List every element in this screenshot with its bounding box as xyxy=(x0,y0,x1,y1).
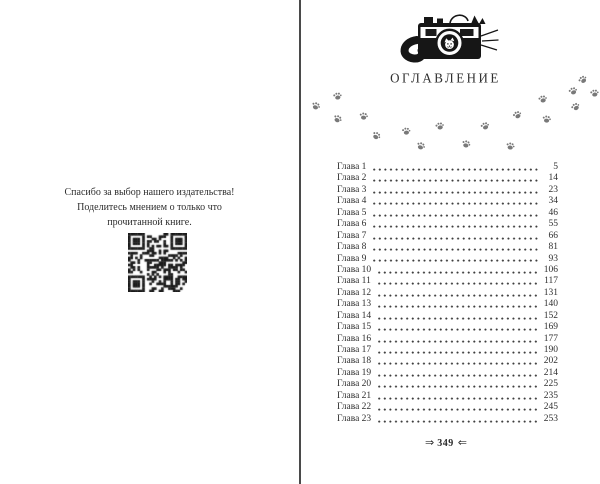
qr-code xyxy=(128,233,187,292)
table-of-contents xyxy=(337,162,558,425)
dot-leader xyxy=(378,362,538,365)
paw-print-icon xyxy=(371,126,385,140)
toc-row xyxy=(337,162,558,173)
chapter-page-number: 5 xyxy=(553,162,558,172)
chapter-page-number: 253 xyxy=(543,413,558,424)
publisher-message xyxy=(28,185,271,230)
chapter-page-number: 177 xyxy=(543,333,558,344)
paw-print-icon xyxy=(311,97,324,110)
chapter-label: Глава 9 xyxy=(337,253,367,264)
chapter-label: Глава 20 xyxy=(337,379,372,390)
chapter-label: Глава 5 xyxy=(337,207,367,218)
dot-leader xyxy=(373,259,538,262)
publisher-message-line: прочитанной книге. xyxy=(107,217,192,228)
chapter-label: Глава 21 xyxy=(337,390,372,401)
chapter-label: Глава 1 xyxy=(337,162,367,172)
dot-leader xyxy=(373,202,538,205)
toc-row xyxy=(337,414,558,425)
dot-leader xyxy=(378,351,538,354)
toc-row xyxy=(337,185,558,196)
toc-row xyxy=(337,173,558,184)
chapter-label: Глава 23 xyxy=(337,413,372,424)
dot-leader xyxy=(378,397,538,400)
toc-row xyxy=(337,254,558,265)
dot-leader xyxy=(373,225,538,228)
chapter-label: Глава 12 xyxy=(337,287,372,298)
chapter-label: Глава 13 xyxy=(337,299,372,310)
chapter-label: Глава 19 xyxy=(337,367,372,378)
chapter-page-number: 66 xyxy=(548,230,558,241)
toc-row xyxy=(337,345,558,356)
paw-print-icon xyxy=(567,97,581,111)
toc-row xyxy=(337,379,558,390)
toc-row xyxy=(337,334,558,345)
chapter-page-number: 214 xyxy=(543,367,558,378)
chapter-page-number: 14 xyxy=(548,173,558,184)
chapter-page-number: 106 xyxy=(543,264,558,275)
chapter-page-number: 117 xyxy=(544,276,558,287)
chapter-page-number: 190 xyxy=(543,345,558,355)
cat-with-camera-icon xyxy=(393,10,499,66)
chapter-label: Глава 6 xyxy=(337,219,367,230)
dot-leader xyxy=(378,282,538,285)
toc-row xyxy=(337,208,558,219)
chapter-label: Глава 10 xyxy=(337,264,372,275)
chapter-label: Глава 15 xyxy=(337,322,372,333)
paw-print-icon xyxy=(588,84,600,96)
dot-leader xyxy=(378,305,538,308)
chapter-label: Глава 16 xyxy=(337,333,372,344)
dot-leader xyxy=(373,168,538,171)
paw-print-icon xyxy=(509,105,522,118)
chapter-label: Глава 8 xyxy=(337,242,367,253)
toc-row xyxy=(337,311,558,322)
toc-row xyxy=(337,196,558,207)
toc-row xyxy=(337,299,558,310)
chapter-label: Глава 18 xyxy=(337,356,372,367)
chapter-page-number: 245 xyxy=(543,402,558,413)
dot-leader xyxy=(373,248,538,251)
chapter-label: Глава 3 xyxy=(337,184,367,195)
chapter-label: Глава 11 xyxy=(337,276,371,287)
chapter-page-number: 152 xyxy=(543,310,558,321)
publisher-message-line: Поделитесь мнением о только что xyxy=(77,202,222,213)
page-footer xyxy=(301,436,590,449)
paw-print-icon xyxy=(416,137,429,150)
paw-print-icon xyxy=(359,108,370,119)
dot-leader xyxy=(378,271,538,274)
paw-print-icon xyxy=(536,90,548,102)
paw-print-icon xyxy=(331,87,343,99)
dot-leader xyxy=(378,340,538,343)
page-title: ОГЛАВЛЕНИЕ xyxy=(390,69,501,86)
paw-print-icon xyxy=(401,123,412,134)
paw-print-icon xyxy=(433,117,445,129)
toc-row xyxy=(337,242,558,253)
chapter-label: Глава 7 xyxy=(337,230,367,241)
book-page-number: 349 xyxy=(437,437,454,449)
chapter-page-number: 23 xyxy=(548,184,558,195)
dot-leader xyxy=(378,294,538,297)
paw-print-icon xyxy=(332,109,345,122)
chapter-label: Глава 14 xyxy=(337,310,372,321)
chapter-page-number: 169 xyxy=(543,322,558,333)
right-arrow-decoration: ⇒ xyxy=(425,437,434,449)
toc-row xyxy=(337,219,558,230)
chapter-page-number: 55 xyxy=(548,219,558,230)
paw-print-icon xyxy=(542,111,553,122)
chapter-page-number: 81 xyxy=(548,242,558,253)
publisher-message-line: Спасибо за выбор нашего издательства! xyxy=(64,187,235,198)
dot-leader xyxy=(373,237,538,240)
chapter-page-number: 140 xyxy=(543,299,558,310)
left-arrow-decoration: ⇐ xyxy=(457,437,466,449)
dot-leader xyxy=(373,214,538,217)
chapter-label: Глава 22 xyxy=(337,402,372,413)
toc-row xyxy=(337,322,558,333)
toc-row xyxy=(337,231,558,242)
dot-leader xyxy=(378,420,538,423)
chapter-label: Глава 4 xyxy=(337,196,367,207)
toc-row xyxy=(337,368,558,379)
paw-print-icon xyxy=(505,137,517,149)
dot-leader xyxy=(378,328,538,331)
right-page xyxy=(301,0,600,484)
dot-leader xyxy=(378,385,538,388)
toc-row xyxy=(337,288,558,299)
paw-print-icon xyxy=(478,117,491,130)
chapter-page-number: 34 xyxy=(548,196,558,207)
toc-row xyxy=(337,356,558,367)
dot-leader xyxy=(373,179,538,182)
chapter-page-number: 131 xyxy=(543,287,558,298)
left-page xyxy=(0,0,299,484)
chapter-page-number: 93 xyxy=(548,253,558,264)
toc-row xyxy=(337,402,558,413)
dot-leader xyxy=(378,408,538,411)
chapter-page-number: 46 xyxy=(548,207,558,218)
dot-leader xyxy=(378,374,538,377)
chapter-page-number: 235 xyxy=(543,390,558,401)
dot-leader xyxy=(378,317,538,320)
toc-row xyxy=(337,276,558,287)
chapter-label: Глава 17 xyxy=(337,345,372,355)
toc-row xyxy=(337,391,558,402)
paw-print-icon xyxy=(461,135,473,147)
chapter-page-number: 225 xyxy=(543,379,558,390)
chapter-page-number: 202 xyxy=(543,356,558,367)
chapter-label: Глава 2 xyxy=(337,173,367,184)
dot-leader xyxy=(373,191,538,194)
toc-row xyxy=(337,265,558,276)
